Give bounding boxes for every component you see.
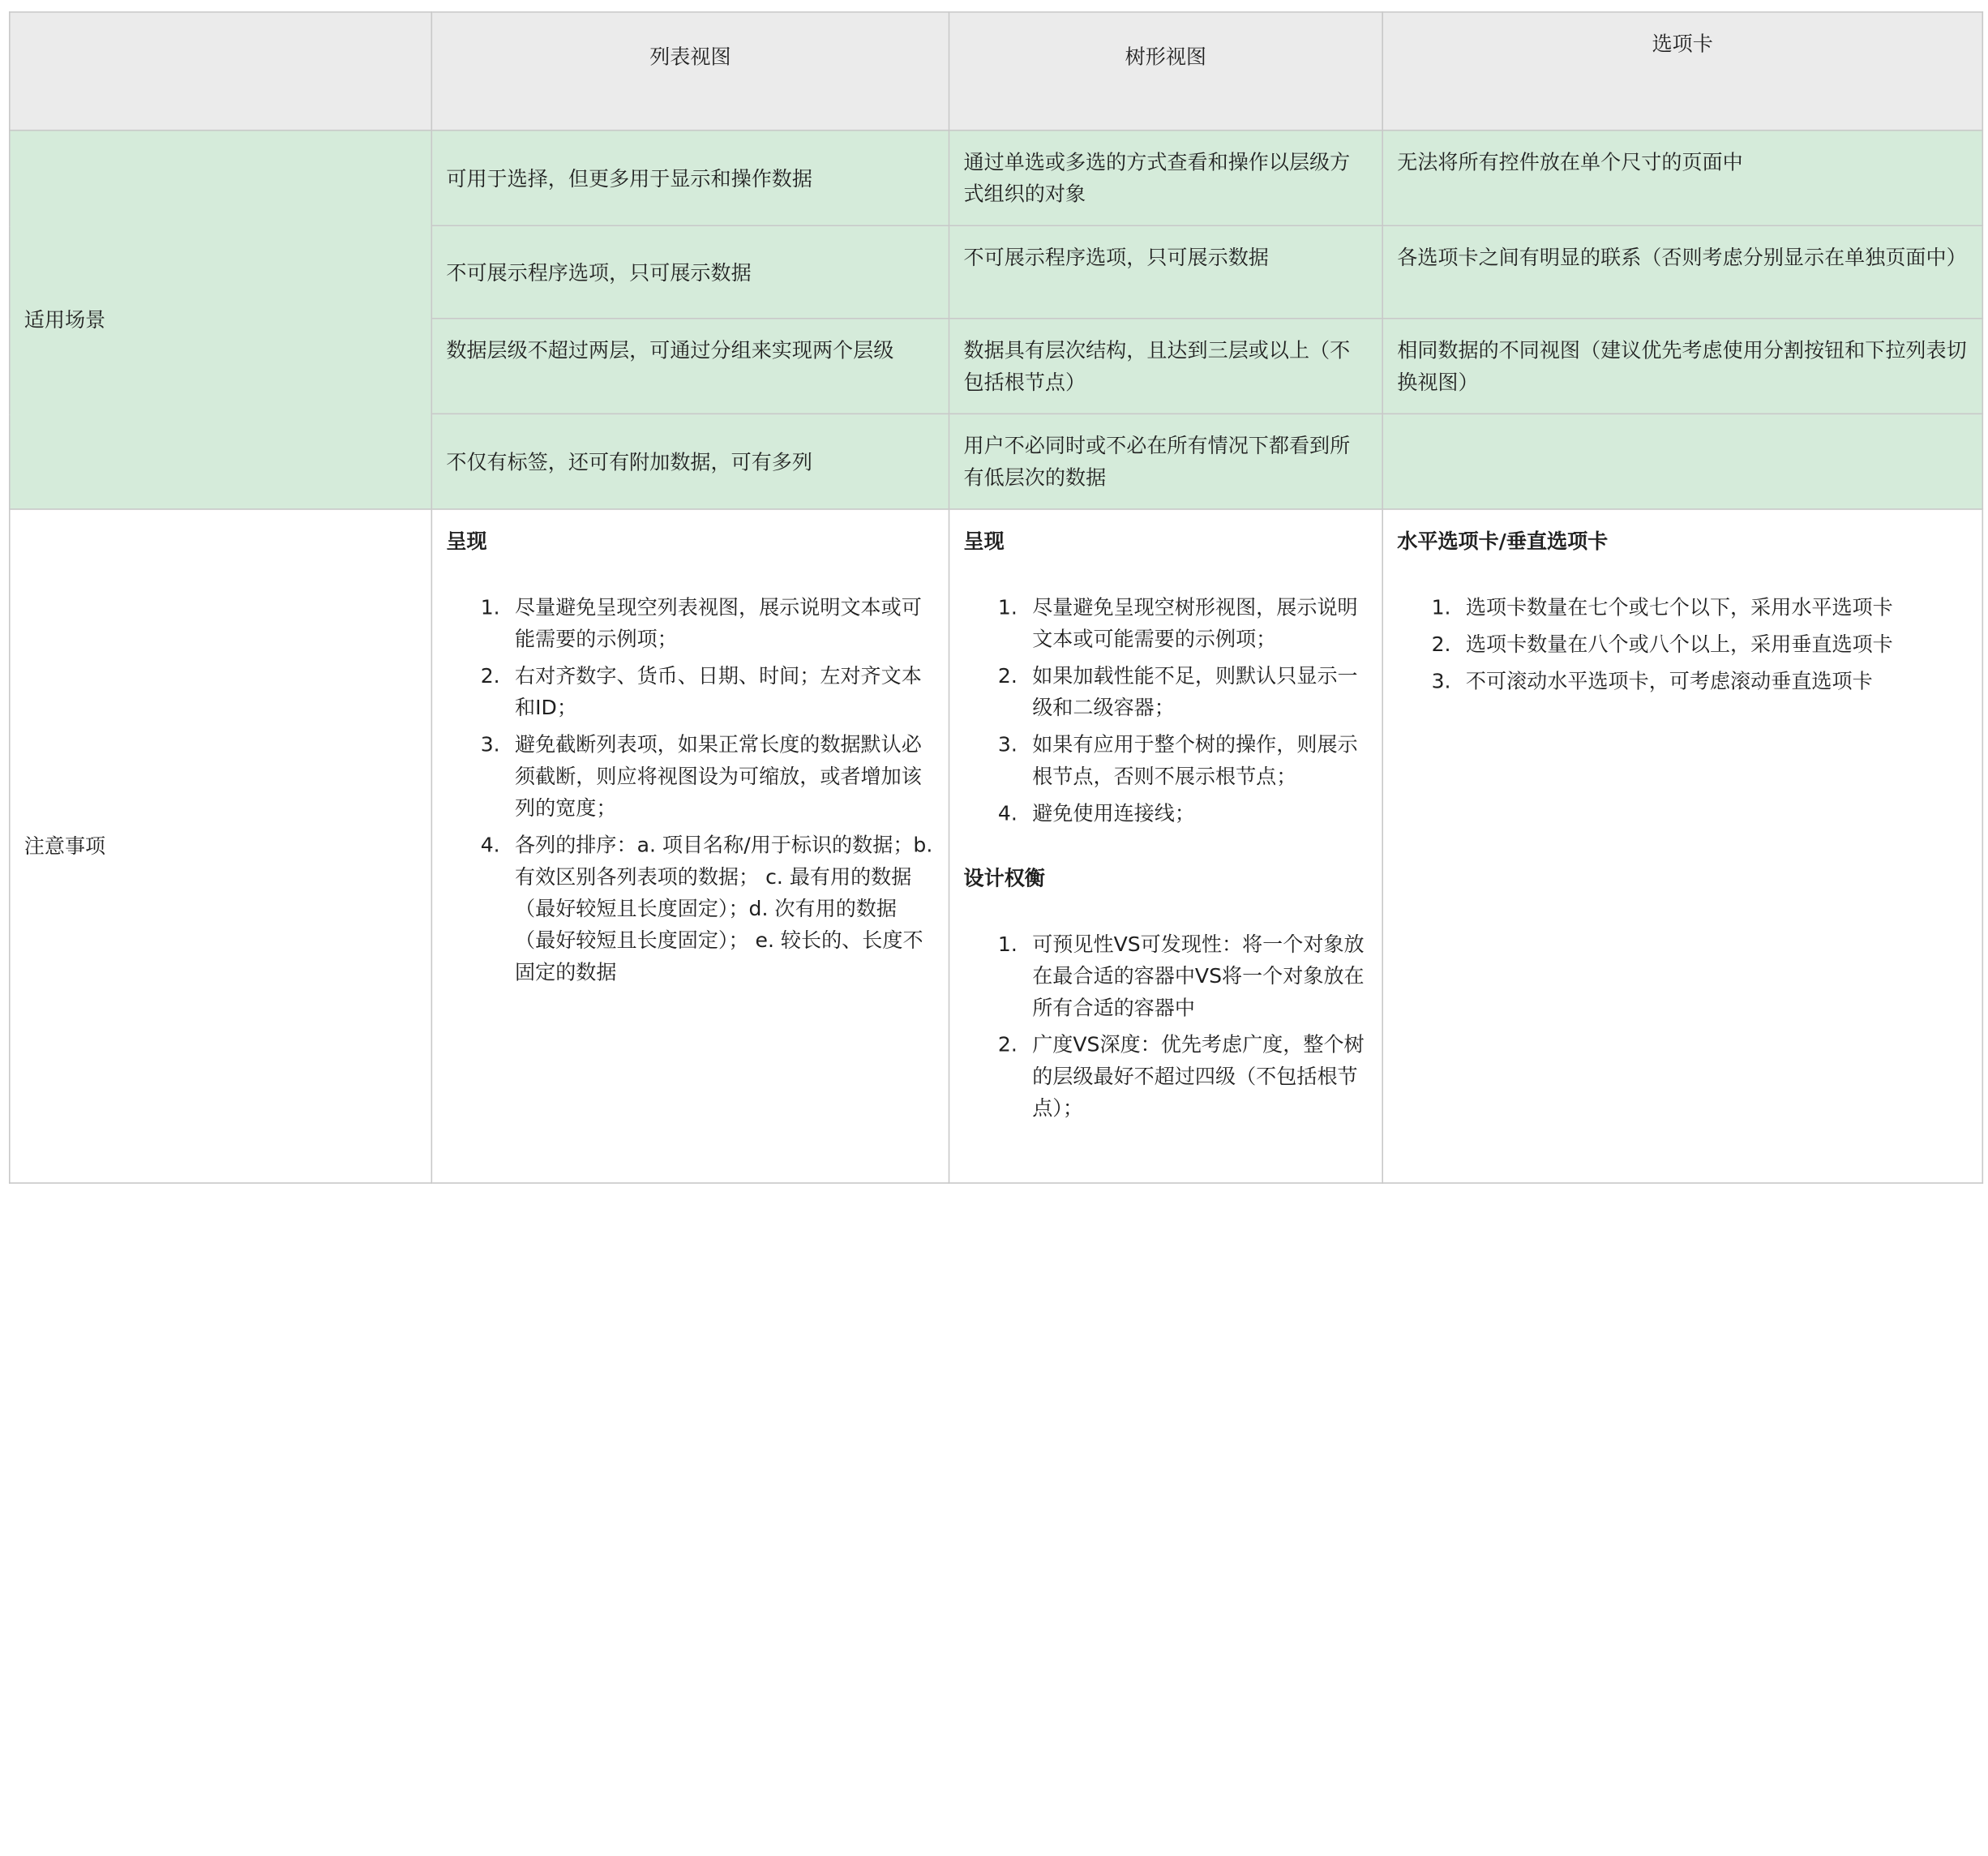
list-item: 右对齐数字、货币、日期、时间；左对齐文本和ID； (515, 663, 922, 720)
list-item: 各列的排序：a. 项目名称/用于标识的数据；b. 有效区别各列表项的数据； c. 最有用的数据（最好较短且长度固定）；d. 次有用的数据（最好较短且长度固定）； e. 较长的、长度不固定的数据 (515, 833, 933, 984)
scenario-cell: 数据具有层次结构，且达到三层或以上（不包括根节点） (949, 319, 1383, 414)
notes-tree-view-cell (949, 509, 1383, 1183)
notes-list (964, 928, 1369, 1124)
scenario-cell: 用户不必同时或不必在所有情况下都看到所有低层次的数据 (949, 414, 1383, 509)
scenario-cell: 通过单选或多选的方式查看和操作以层级方式组织的对象 (949, 131, 1383, 226)
header-tabs: 选项卡 (1652, 32, 1713, 56)
list-item: 尽量避免呈现空列表视图，展示说明文本或可能需要的示例项； (515, 594, 922, 651)
notes-list (964, 591, 1369, 829)
scenario-cell: 无法将所有控件放在单个尺寸的页面中 (1382, 131, 1982, 226)
header-cell-list-view (431, 12, 949, 131)
notes-tabs-cell (1382, 509, 1982, 1183)
header-row (10, 12, 1983, 131)
header-cell-tabs (1382, 12, 1982, 131)
header-tree-view: 树形视图 (1125, 44, 1207, 69)
list-item: 选项卡数量在八个或八个以上，采用垂直选项卡 (1465, 632, 1893, 657)
header-list-view: 列表视图 (649, 44, 731, 69)
scenario-cell: 各选项卡之间有明显的联系（否则考虑分别显示在单独页面中） (1382, 225, 1982, 318)
notes-list (1397, 591, 1968, 697)
list-item: 选项卡数量在七个或七个以下，采用水平选项卡 (1465, 594, 1893, 619)
scenario-cell: 不可展示程序选项，只可展示数据 (949, 225, 1383, 318)
list-item: 不可滚动水平选项卡，可考虑滚动垂直选项卡 (1465, 668, 1873, 693)
scenario-cell: 数据层级不超过两层，可通过分组来实现两个层级 (431, 319, 949, 414)
scenario-cell: 可用于选择，但更多用于显示和操作数据 (431, 131, 949, 226)
scenario-cell: 不可展示程序选项，只可展示数据 (431, 225, 949, 318)
section-title: 呈现 (446, 529, 487, 554)
list-item: 避免截断列表项，如果正常长度的数据默认必须截断，则应将视图设为可缩放，或者增加该列的宽度； (515, 732, 922, 821)
list-item: 尽量避免呈现空树形视图，展示说明文本或可能需要的示例项； (1032, 594, 1358, 651)
scenario-cell: 相同数据的不同视图（建议优先考虑使用分割按钮和下拉列表切换视图） (1382, 319, 1982, 414)
header-cell-tree-view (949, 12, 1383, 131)
notes-list-view-cell (431, 509, 949, 1183)
section-title: 呈现 (963, 529, 1005, 554)
scenario-row-1 (10, 131, 1983, 226)
list-item: 可预见性VS可发现性：将一个对象放在最合适的容器中VS将一个对象放在所有合适的容器中 (1032, 932, 1365, 1020)
notes-list (446, 591, 934, 988)
notes-label: 注意事项 (10, 509, 432, 1183)
scenario-label: 适用场景 (10, 131, 432, 509)
scenario-cell (1382, 414, 1982, 509)
comparison-table (9, 11, 1983, 1184)
list-item: 避免使用连接线； (1032, 800, 1195, 825)
section-title: 水平选项卡/垂直选项卡 (1397, 529, 1609, 554)
list-item: 如果有应用于整个树的操作，则展示根节点，否则不展示根节点； (1032, 732, 1358, 789)
scenario-cell: 不仅有标签，还可有附加数据，可有多列 (431, 414, 949, 509)
list-item: 广度VS深度：优先考虑广度，整个树的层级最好不超过四级（不包括根节点）； (1032, 1032, 1365, 1121)
section-title: 设计权衡 (963, 865, 1045, 890)
notes-row (10, 509, 1983, 1183)
list-item: 如果加载性能不足，则默认只显示一级和二级容器； (1032, 663, 1358, 720)
header-cell-empty (10, 12, 432, 131)
